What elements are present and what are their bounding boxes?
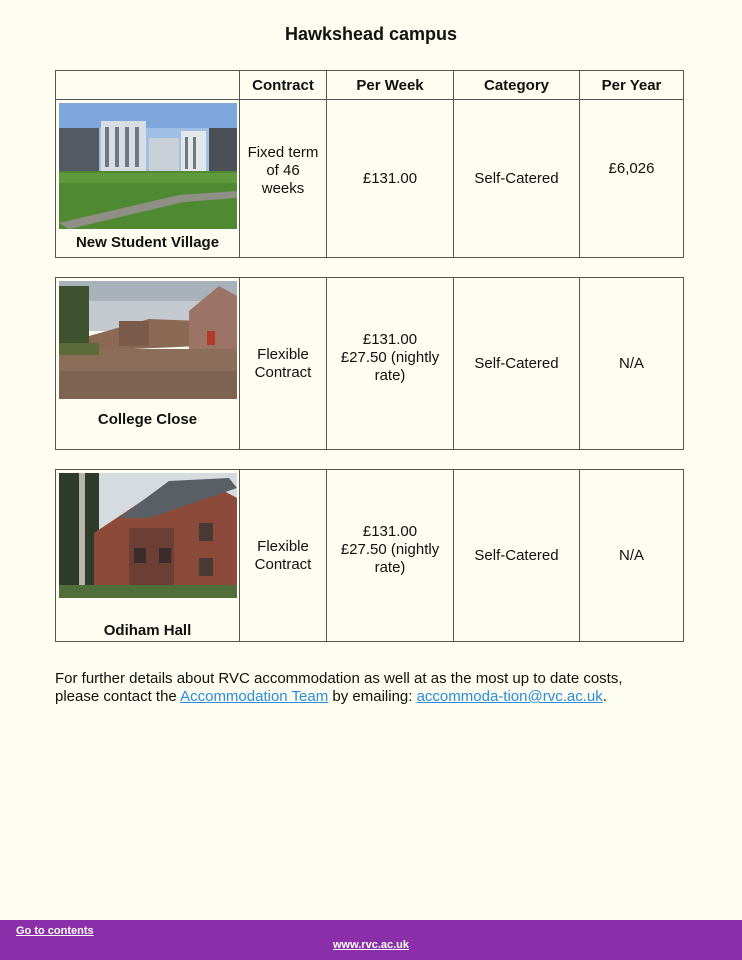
header-category: Category xyxy=(454,71,580,100)
header-contract: Contract xyxy=(240,71,327,100)
per-year-cell: £6,026 xyxy=(580,100,684,258)
table-row xyxy=(56,100,684,258)
hall-table xyxy=(55,469,684,642)
contact-paragraph xyxy=(55,670,655,706)
per-week-cell: £131.00 xyxy=(327,100,454,258)
per-year-cell: N/A xyxy=(580,470,684,642)
odiham-hall-photo xyxy=(59,473,237,598)
table-row xyxy=(56,470,684,642)
go-to-contents-link[interactable]: Go to contents xyxy=(16,925,94,937)
hall-image-cell xyxy=(56,100,240,258)
hall-name: New Student Village xyxy=(75,234,220,251)
hall-name: College Close xyxy=(97,411,198,428)
per-week-value: £131.00 xyxy=(362,330,418,348)
note-text: For further details about RVC accommodation as well at as the most up to date costs, please contact the xyxy=(55,670,623,705)
new-student-village-photo xyxy=(59,103,237,229)
hall-table xyxy=(55,277,684,450)
category-cell: Self-Catered xyxy=(454,100,580,258)
page-title: Hawkshead campus xyxy=(284,24,458,44)
footer-bar xyxy=(0,920,742,960)
category-cell: Self-Catered xyxy=(454,278,580,450)
per-week-cell xyxy=(327,278,454,450)
header-per-week: Per Week xyxy=(327,71,454,100)
note-text-middle: by emailing: xyxy=(328,688,417,705)
header-table xyxy=(55,70,684,258)
header-row xyxy=(56,71,684,100)
hall-image-cell xyxy=(56,278,240,450)
nightly-rate: £27.50 (nightly rate) xyxy=(340,540,440,576)
nightly-rate: £27.50 (nightly rate) xyxy=(340,348,440,384)
note-text-end: . xyxy=(602,688,607,705)
college-close-photo xyxy=(59,281,237,399)
website-link[interactable]: www.rvc.ac.uk xyxy=(332,939,410,951)
contract-cell: Flexible Contract xyxy=(240,278,327,450)
header-blank xyxy=(56,71,240,100)
accommodation-email-link[interactable]: accommoda-tion@rvc.ac.uk xyxy=(416,688,603,705)
hall-name: Odiham Hall xyxy=(103,622,192,639)
contract-cell: Fixed term of 46 weeks xyxy=(240,100,327,258)
table-row xyxy=(56,278,684,450)
per-week-value: £131.00 xyxy=(362,522,418,540)
accommodation-team-link[interactable]: Accommodation Team xyxy=(180,688,329,705)
hall-image-cell xyxy=(56,470,240,642)
per-year-cell: N/A xyxy=(580,278,684,450)
header-per-year: Per Year xyxy=(580,71,684,100)
per-week-cell xyxy=(327,470,454,642)
contract-cell: Flexible Contract xyxy=(240,470,327,642)
category-cell: Self-Catered xyxy=(454,470,580,642)
